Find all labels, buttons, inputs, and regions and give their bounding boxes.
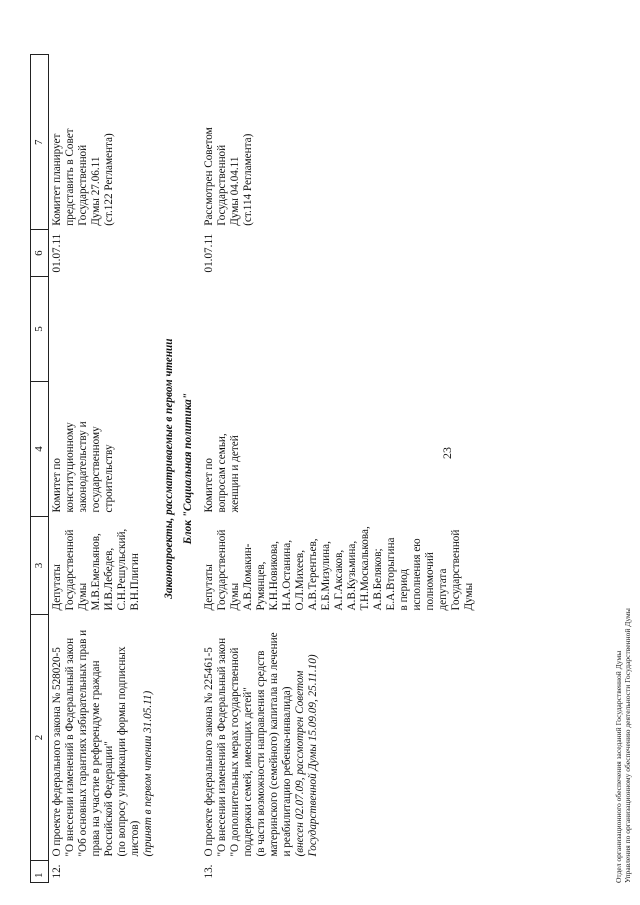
- section-row: [157, 55, 180, 883]
- author-line: исполнения ею: [411, 538, 423, 611]
- status-line: Думы 04.04.11: [229, 156, 241, 226]
- status-line: представить в Совет: [64, 128, 76, 226]
- author-line: А.В.Ломакин-: [242, 543, 254, 611]
- header-cell-1: 1: [31, 861, 49, 883]
- committee-line: конституционному: [64, 422, 76, 513]
- author-line: Думы: [77, 582, 89, 611]
- bill-col5: [49, 277, 158, 382]
- author-line: полномочий: [424, 552, 436, 611]
- bills-table: [30, 54, 478, 883]
- block-title: Блок "Социальная политика": [182, 393, 194, 545]
- page-footer: [614, 608, 632, 883]
- author-line: Государственной: [450, 529, 462, 611]
- row-number: 12.: [51, 864, 63, 879]
- committee-line: вопросам семьи,: [216, 433, 228, 513]
- header-cell-5: 5: [31, 277, 49, 382]
- author-line: Румянцев,: [255, 561, 267, 611]
- author-line: депутата: [437, 568, 449, 611]
- bill-note: (принят в первом чтении 31.05.11): [142, 690, 154, 857]
- status-line: Комитет планирует: [51, 133, 63, 226]
- author-line: О.Л.Михеев,: [294, 549, 306, 611]
- bill-status: [201, 55, 478, 230]
- footer-line: Управления по организационному обеспечению деятельности Государственной Думы: [623, 608, 632, 883]
- bill-committee: [49, 382, 158, 517]
- author-line: Е.А.Вторыгина: [385, 537, 397, 611]
- author-line: Т.Н.Москалькова,: [359, 526, 371, 611]
- status-line: Думы 27.06.11: [90, 156, 102, 226]
- bill-title-line: Российской Федерации": [103, 741, 115, 857]
- bill-title: [201, 615, 478, 861]
- committee-line: женщин и детей: [229, 435, 241, 513]
- footer-line: Отдел организационного обеспечения заседаний Государственной Думы: [614, 650, 623, 883]
- bill-title: [49, 615, 158, 861]
- table-row: [49, 55, 158, 883]
- header-cell-7: 7: [31, 55, 49, 230]
- bill-title-line: "О дополнительных мерах государственной: [229, 647, 241, 857]
- bill-title-line: (по вопросу унификации формы подписных: [116, 646, 128, 857]
- author-line: Государственной: [216, 529, 228, 611]
- bill-date: 01.07.11: [203, 233, 215, 273]
- author-line: А.В.Беляков;: [372, 548, 384, 611]
- status-line: (ст.114 Регламента): [242, 133, 254, 226]
- author-line: К.Н.Новикова,: [268, 541, 280, 611]
- author-line: Думы: [463, 582, 475, 611]
- committee-line: государственному: [90, 426, 102, 513]
- bill-title-line: листов): [129, 820, 141, 857]
- section-title: Законопроекты, рассматриваемые в первом чтении: [163, 338, 175, 599]
- author-line: Депутаты: [51, 564, 63, 611]
- bill-committee: [201, 382, 478, 517]
- author-line: Н.А.Останина,: [281, 540, 293, 611]
- status-line: (ст.122 Регламента): [103, 133, 115, 226]
- author-line: в период: [398, 568, 410, 611]
- bill-col5: [201, 277, 478, 382]
- bill-title-line: поддержки семей, имеющих детей": [242, 687, 254, 857]
- table-header-row: [31, 55, 49, 883]
- bill-title-line: материнского (семейного) капитала на лечение: [268, 632, 280, 857]
- bill-title-line: и реабилитацию ребенка-инвалида): [281, 686, 293, 857]
- header-cell-2: 2: [31, 615, 49, 861]
- bill-status: [49, 55, 158, 230]
- table-row: [201, 55, 478, 883]
- committee-line: Комитет по: [51, 458, 63, 513]
- author-line: Депутаты: [203, 564, 215, 611]
- bill-title-line: О проекте федерального закона № 225461-5: [203, 647, 215, 857]
- author-line: Государственной: [64, 529, 76, 611]
- bill-note: (внесен 02.07.09, рассмотрен Советом: [294, 670, 306, 857]
- author-line: И.В.Лебедев,: [103, 547, 115, 611]
- bill-title-line: (в части возможности направления средств: [255, 650, 267, 857]
- bill-title-line: О проекте федерального закона № 528020-5: [51, 647, 63, 857]
- block-row: [180, 55, 201, 883]
- bill-authors: [49, 517, 158, 615]
- bill-date: 01.07.11: [51, 233, 63, 273]
- status-line: Государственной: [216, 144, 228, 226]
- bill-title-line: "Об основных гарантиях избирательных прав и: [77, 629, 89, 857]
- author-line: С.Н.Решульский,: [116, 528, 128, 611]
- bill-title-line: "О внесении изменений в Федеральный закон: [64, 637, 76, 857]
- author-line: А.В.Терентьев,: [307, 538, 319, 611]
- author-line: В.Н.Плигин: [129, 553, 141, 611]
- author-line: А.Г.Аксаков,: [333, 549, 345, 611]
- row-number: 13.: [203, 864, 215, 879]
- header-cell-4: 4: [31, 382, 49, 517]
- author-line: Думы: [229, 582, 241, 611]
- author-line: А.В.Кузьмина,: [346, 540, 358, 611]
- bill-authors: [201, 517, 478, 615]
- committee-line: Комитет по: [203, 458, 215, 513]
- header-cell-3: 3: [31, 517, 49, 615]
- page-number: 23: [440, 447, 454, 459]
- committee-line: строительству: [103, 444, 115, 513]
- bill-title-line: "О внесении изменений в Федеральный закон: [216, 637, 228, 857]
- bill-title-line: права на участие в референдуме граждан: [90, 660, 102, 857]
- bill-note: Государственной Думы 15.09.09, 25.11.10): [307, 654, 319, 857]
- author-line: М.В.Емельянов,: [90, 533, 102, 611]
- status-line: Государственной: [77, 144, 89, 226]
- header-cell-6: 6: [31, 230, 49, 277]
- status-line: Рассмотрен Советом: [203, 127, 215, 226]
- author-line: Е.Б.Мизулина,: [320, 541, 332, 611]
- committee-line: законодательству и: [77, 421, 89, 513]
